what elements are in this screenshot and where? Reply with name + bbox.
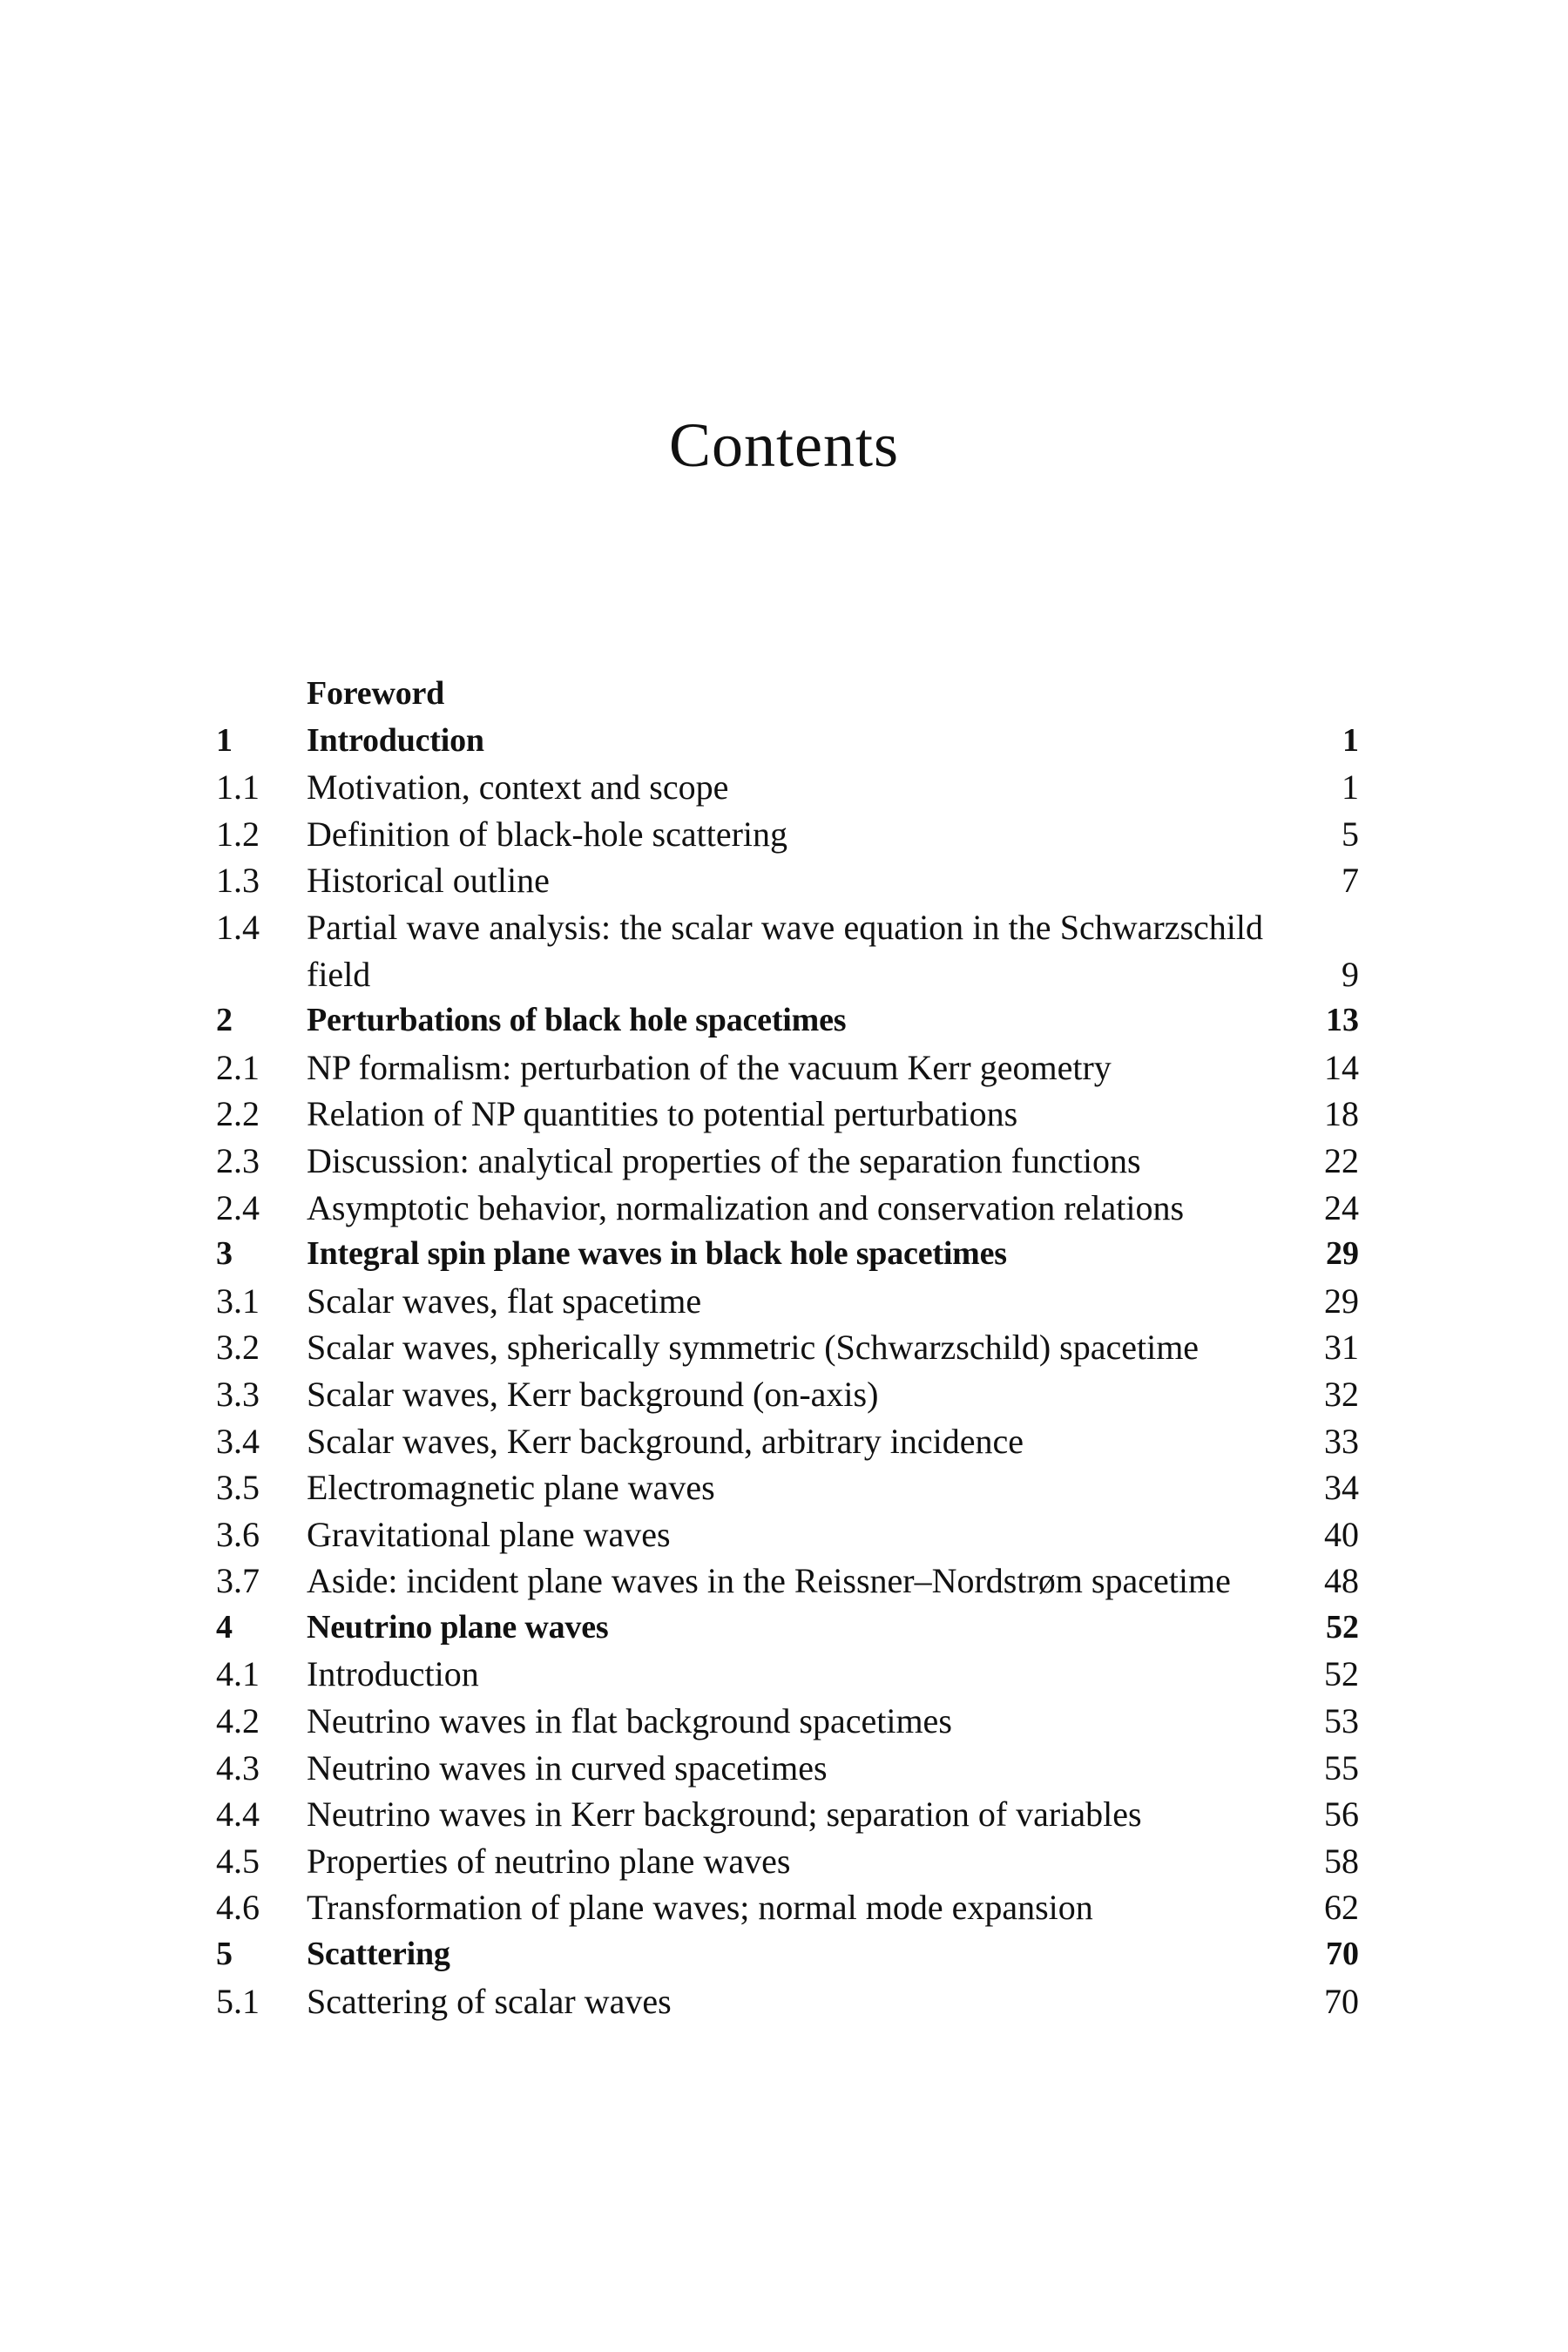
toc-entry-number: 4.3 bbox=[216, 1747, 260, 1788]
toc-entry-title: Motivation, context and scope bbox=[307, 767, 729, 808]
toc-entry-page: 70 bbox=[1324, 1981, 1359, 2021]
toc-entry-number: 5.1 bbox=[216, 1981, 260, 2021]
toc-entry-page: 56 bbox=[1324, 1794, 1359, 1835]
toc-entry-title: Asymptotic behavior, normalization and conservation relations bbox=[307, 1187, 1185, 1227]
toc-entry-number: 4.4 bbox=[216, 1794, 260, 1835]
toc-entry-number: 2 bbox=[216, 1002, 233, 1039]
toc-entry-page: 55 bbox=[1324, 1747, 1359, 1788]
toc-entry-number: 1.4 bbox=[216, 907, 260, 947]
toc-entry-title: Foreword bbox=[307, 675, 445, 712]
toc-entry-title: Aside: incident plane waves in the Reissner–Nordstrøm spacetime bbox=[307, 1561, 1231, 1601]
toc-entry-page: 24 bbox=[1324, 1187, 1359, 1227]
toc-entry[interactable] bbox=[216, 1745, 1359, 1792]
toc-entry[interactable] bbox=[216, 1044, 1359, 1092]
toc-entry-page: 18 bbox=[1324, 1094, 1359, 1134]
toc-entry[interactable] bbox=[216, 1418, 1359, 1465]
toc-entry-page: 29 bbox=[1326, 1235, 1359, 1273]
toc-entry-number: 3.6 bbox=[216, 1514, 260, 1554]
toc-entry-number: 1.3 bbox=[216, 861, 260, 901]
toc-entry[interactable] bbox=[216, 718, 1359, 765]
toc-entry[interactable] bbox=[216, 1931, 1359, 1978]
toc-entry-page: 14 bbox=[1324, 1047, 1359, 1087]
toc-entry-title: Transformation of plane waves; normal mode expansion bbox=[307, 1888, 1093, 1928]
toc-entry-page: 33 bbox=[1324, 1421, 1359, 1461]
toc-entry-number: 3 bbox=[216, 1235, 233, 1273]
toc-entry-number: 4 bbox=[216, 1608, 233, 1646]
toc-entry-page: 32 bbox=[1324, 1374, 1359, 1414]
toc-entry[interactable] bbox=[216, 857, 1359, 904]
toc-entry-title: Scattering of scalar waves bbox=[307, 1981, 672, 2021]
toc-entry[interactable] bbox=[216, 1978, 1359, 2025]
toc-entry[interactable] bbox=[216, 1791, 1359, 1838]
toc-entry[interactable] bbox=[216, 1884, 1359, 1931]
toc-entry-number: 5 bbox=[216, 1936, 233, 1973]
toc-entry-number: 4.1 bbox=[216, 1654, 260, 1694]
toc-entry-title: Scalar waves, flat spacetime bbox=[307, 1281, 702, 1321]
toc-entry[interactable] bbox=[216, 1371, 1359, 1418]
toc-entry-page: 7 bbox=[1342, 861, 1359, 901]
toc-entry[interactable] bbox=[216, 1324, 1359, 1371]
toc-entry-number: 3.3 bbox=[216, 1374, 260, 1414]
toc-entry[interactable] bbox=[216, 904, 1359, 997]
toc-entry-page: 62 bbox=[1324, 1888, 1359, 1928]
toc-entry[interactable] bbox=[216, 1838, 1359, 1885]
toc-entry[interactable] bbox=[216, 1464, 1359, 1511]
toc-entry-page: 52 bbox=[1326, 1608, 1359, 1646]
toc-entry-title: Neutrino waves in curved spacetimes bbox=[307, 1747, 828, 1788]
toc-entry[interactable] bbox=[216, 764, 1359, 811]
toc-entry-number: 3.7 bbox=[216, 1561, 260, 1601]
toc-entry-number: 3.2 bbox=[216, 1328, 260, 1368]
toc-entry-title: Introduction bbox=[307, 1654, 479, 1694]
toc-entry-title: Scattering bbox=[307, 1936, 450, 1973]
toc-entry[interactable] bbox=[216, 1558, 1359, 1605]
toc-entry-page: 52 bbox=[1324, 1654, 1359, 1694]
toc-entry-title: Electromagnetic plane waves bbox=[307, 1468, 715, 1508]
toc-entry-title: NP formalism: perturbation of the vacuum Kerr geometry bbox=[307, 1047, 1112, 1087]
toc-entry-page: 9 bbox=[1342, 954, 1359, 994]
toc-entry[interactable] bbox=[216, 811, 1359, 858]
toc-entry-title: Gravitational plane waves bbox=[307, 1514, 671, 1554]
toc-entry-title: Neutrino plane waves bbox=[307, 1608, 609, 1646]
toc-entry[interactable] bbox=[216, 1091, 1359, 1138]
toc-entry-page: 22 bbox=[1324, 1140, 1359, 1180]
toc-entry-number: 2.4 bbox=[216, 1187, 260, 1227]
toc-entry[interactable] bbox=[216, 1651, 1359, 1698]
toc-entry-title: Introduction bbox=[307, 721, 484, 759]
toc-entry[interactable] bbox=[216, 1605, 1359, 1652]
table-of-contents bbox=[216, 671, 1359, 2024]
toc-entry-page: 58 bbox=[1324, 1841, 1359, 1881]
toc-entry-number: 2.1 bbox=[216, 1047, 260, 1087]
toc-entry-title: Properties of neutrino plane waves bbox=[307, 1841, 791, 1881]
toc-entry-number: 3.5 bbox=[216, 1468, 260, 1508]
toc-entry-title: Historical outline bbox=[307, 861, 550, 901]
toc-entry-number: 3.1 bbox=[216, 1281, 260, 1321]
toc-entry-title: Scalar waves, spherically symmetric (Schwarzschild) spacetime bbox=[307, 1328, 1200, 1368]
toc-entry[interactable] bbox=[216, 997, 1359, 1044]
toc-entry-number: 4.5 bbox=[216, 1841, 260, 1881]
toc-entry-title: Integral spin plane waves in black hole spacetimes bbox=[307, 1235, 1007, 1273]
toc-entry-number: 1.1 bbox=[216, 767, 260, 808]
toc-entry-number: 3.4 bbox=[216, 1421, 260, 1461]
toc-entry-title: Perturbations of black hole spacetimes bbox=[307, 1002, 847, 1039]
toc-entry-number: 4.2 bbox=[216, 1701, 260, 1741]
toc-entry-title: Relation of NP quantities to potential perturbations bbox=[307, 1094, 1018, 1134]
toc-entry[interactable] bbox=[216, 1185, 1359, 1232]
toc-entry-page: 13 bbox=[1326, 1002, 1359, 1039]
toc-entry-page: 53 bbox=[1324, 1701, 1359, 1741]
toc-entry[interactable] bbox=[216, 1511, 1359, 1558]
toc-entry-page: 1 bbox=[1342, 721, 1359, 759]
toc-entry-page: 48 bbox=[1324, 1561, 1359, 1601]
toc-entry-page: 34 bbox=[1324, 1468, 1359, 1508]
toc-entry-page: 40 bbox=[1324, 1514, 1359, 1554]
toc-entry[interactable] bbox=[216, 671, 1359, 718]
toc-entry-page: 70 bbox=[1326, 1936, 1359, 1973]
toc-entry-title: Discussion: analytical properties of the separation functions bbox=[307, 1140, 1141, 1180]
toc-entry-page: 5 bbox=[1342, 814, 1359, 854]
toc-entry-title: Partial wave analysis: the scalar wave equation in the Schwarzschild field bbox=[307, 907, 1263, 994]
toc-entry[interactable] bbox=[216, 1698, 1359, 1745]
toc-entry-title: Scalar waves, Kerr background (on-axis) bbox=[307, 1374, 879, 1414]
toc-entry-page: 31 bbox=[1324, 1328, 1359, 1368]
toc-entry-number: 1 bbox=[216, 721, 233, 759]
toc-entry[interactable] bbox=[216, 1231, 1359, 1278]
toc-entry-number: 4.6 bbox=[216, 1888, 260, 1928]
toc-entry-title: Scalar waves, Kerr background, arbitrary incidence bbox=[307, 1421, 1024, 1461]
toc-entry-number: 2.3 bbox=[216, 1140, 260, 1180]
toc-entry-page: 29 bbox=[1324, 1281, 1359, 1321]
toc-entry[interactable] bbox=[216, 1138, 1359, 1185]
toc-entry-title: Neutrino waves in flat background spacetimes bbox=[307, 1701, 952, 1741]
toc-entry-title: Definition of black-hole scattering bbox=[307, 814, 788, 854]
toc-entry[interactable] bbox=[216, 1278, 1359, 1325]
toc-entry-title: Neutrino waves in Kerr background; separation of variables bbox=[307, 1794, 1142, 1835]
toc-entry-number: 1.2 bbox=[216, 814, 260, 854]
page-title: Contents bbox=[668, 410, 899, 481]
toc-entry-page: 1 bbox=[1342, 767, 1359, 808]
toc-entry-number: 2.2 bbox=[216, 1094, 260, 1134]
